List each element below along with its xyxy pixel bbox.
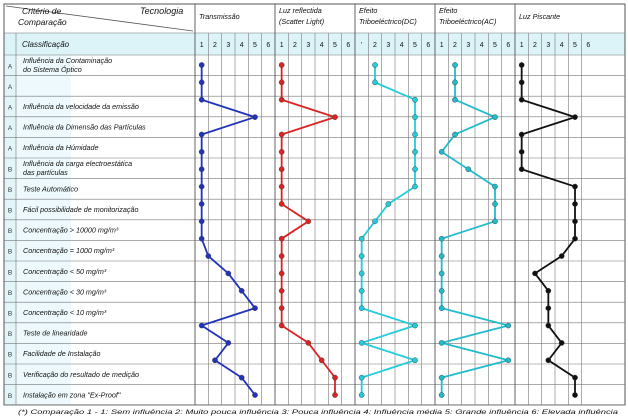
class-letter: B [7,248,13,256]
class-letter: B [7,166,13,174]
data-point [279,271,284,276]
criterion-label: Concentração < 30 mg/m³ [23,287,107,297]
data-point [239,288,244,293]
scale-number: 2 [533,42,537,49]
criterion-label: Influência da Húmidade [23,143,99,153]
data-point [279,323,284,328]
data-point [279,132,284,137]
data-point [572,184,577,189]
data-point [372,62,377,67]
scale-number: 5 [333,42,337,49]
data-point [519,167,524,172]
scale-number: 5 [253,42,257,49]
data-point [199,132,204,137]
data-point [199,184,204,189]
data-point [279,288,284,293]
data-point [252,306,257,311]
scale-number: 6 [266,42,271,49]
criterion-label: do Sistema Óptico [23,65,82,74]
scale-number: ' [360,42,363,49]
data-point [199,62,204,67]
data-point [412,115,417,120]
criterion-label: Concentração > 10000 mg/m³ [23,225,119,235]
criterion-label: Facilidade de Instalação [23,349,101,359]
data-point [439,375,444,380]
data-point [546,358,551,363]
criterion-label: Verificação do resultado de medição [23,369,139,379]
scale-number: 1 [199,42,204,49]
class-letter: B [7,331,13,339]
data-point [519,132,524,137]
data-point [199,236,204,241]
data-point [572,375,577,380]
technology-name: Triboeléctrico(DC) [359,17,417,26]
data-point [519,80,524,85]
scale-number: 6 [586,42,591,49]
data-point [279,236,284,241]
scale-number: 2 [293,42,297,49]
data-point [452,97,457,102]
data-point [372,219,377,224]
data-point [439,340,444,345]
class-letter: A [7,104,13,112]
class-letter: B [7,207,13,215]
data-point [359,306,364,311]
data-point [279,201,284,206]
technology-name: (Scatter Light) [279,17,325,26]
data-point [452,80,457,85]
data-point [199,149,204,154]
data-point [199,167,204,172]
data-point [279,253,284,258]
scale-number: 2 [453,42,457,49]
scale-number: 3 [466,42,471,49]
data-point [559,253,564,258]
criterion-label: das partículas [23,168,68,177]
data-point [359,271,364,276]
criteria-header-line1: Critério de [22,6,62,16]
data-point [199,201,204,206]
technology-header: Tecnologia [140,6,184,16]
scale-number: 2 [373,42,377,49]
criteria-header-line2: Comparação [18,17,67,27]
data-point [279,149,284,154]
criterion-label: Concentração = 1000 mg/m³ [23,246,115,256]
data-point [212,358,217,363]
criterion-label: Teste de linearidade [23,328,88,338]
data-point [199,97,204,102]
class-letter: A [7,125,13,133]
data-point [359,236,364,241]
data-point [546,306,551,311]
technology-name: Transmissão [199,12,240,21]
data-point [199,80,204,85]
classification-header: Classificação [22,40,70,49]
data-point [439,271,444,276]
data-point [452,132,457,137]
data-point [572,236,577,241]
scale-number: 6 [346,42,351,49]
technology-name: Luz reflectida [279,6,322,15]
data-point [519,97,524,102]
scale-number: 3 [306,42,311,49]
class-letter: A [7,145,13,153]
data-point [412,132,417,137]
class-letter: B [7,186,13,194]
data-point [439,236,444,241]
scale-number: 1 [519,42,524,49]
data-point [546,323,551,328]
data-point [332,375,337,380]
data-point [412,97,417,102]
footer-legend: (*) Comparação 1 - 1: Sem influência 2: Muito pouca influência 3: Pouca influência 4: Influência média 5: Grande influência 6: Elevada influência [18,410,620,416]
data-point [359,392,364,397]
scale-number: 6 [426,42,431,49]
data-point [279,167,284,172]
data-point [199,219,204,224]
data-point [359,375,364,380]
data-point [439,306,444,311]
class-letter: B [7,392,13,400]
data-point [452,62,457,67]
data-point [572,115,577,120]
data-point [439,149,444,154]
data-point [279,184,284,189]
data-point [226,271,231,276]
scale-number: 4 [239,42,244,49]
scale-number: 1 [279,42,284,49]
scale-number: 6 [506,42,511,49]
data-point [466,167,471,172]
data-point [239,375,244,380]
data-point [332,115,337,120]
data-point [226,340,231,345]
technology-name: Efeito [439,6,458,15]
data-point [319,358,324,363]
data-point [412,323,417,328]
criterion-label: Concentração < 10 mg/m³ [23,308,107,317]
scale-number: 5 [573,42,577,49]
criterion-label: Influência da Contaminação [23,56,113,65]
data-point [572,392,577,397]
technology-name: Efeito [359,6,378,15]
scale-number: 3 [546,42,551,49]
data-point [306,340,311,345]
data-point [372,80,377,85]
data-point [492,115,497,120]
class-letter: B [7,310,13,318]
data-point [252,115,257,120]
data-point [572,201,577,206]
criterion-label: Teste Automático [23,184,78,194]
data-point [332,392,337,397]
scale-number: 4 [319,42,324,49]
data-point [412,167,417,172]
data-point [439,392,444,397]
data-point [412,184,417,189]
class-letter: B [7,372,13,380]
class-letter: B [7,269,13,277]
class-letter: B [7,351,13,359]
scale-number: 5 [413,42,417,49]
data-point [306,219,311,224]
scale-number: 3 [226,42,231,49]
data-point [439,288,444,293]
class-letter: B [7,228,13,236]
scale-header-bg [4,33,625,55]
criterion-label: Concentração < 50 mg/m³ [23,266,107,276]
criterion-shade [16,76,71,97]
criterion-label: Instalação em zona "Ex-Proof" [23,390,121,400]
data-point [279,97,284,102]
criterion-label: Influência da velocidade da emissão [23,102,139,111]
criterion-label: Fácil possibilidade de monitorização [23,205,139,214]
data-point [386,201,391,206]
data-point [206,253,211,258]
scale-number: 3 [386,42,391,49]
scale-number: 4 [559,42,564,49]
data-point [359,340,364,345]
data-point [506,323,511,328]
data-point [412,149,417,154]
class-letter: B [7,289,13,297]
data-point [572,219,577,224]
scale-number: 4 [479,42,484,49]
data-point [412,358,417,363]
data-point [279,306,284,311]
scale-number: 4 [399,42,404,49]
scale-number: 2 [213,42,217,49]
data-point [546,288,551,293]
data-point [559,340,564,345]
data-point [279,80,284,85]
class-letter: A [7,63,13,71]
scale-number: 1 [439,42,444,49]
data-point [439,253,444,258]
data-point [359,253,364,258]
class-letter: A [7,83,13,91]
data-point [506,358,511,363]
data-point [532,271,537,276]
criterion-label: Influência da carga electroestática [23,159,133,168]
data-point [492,184,497,189]
technology-name: Triboeléctrico(AC) [439,17,497,26]
data-point [519,149,524,154]
data-point [252,392,257,397]
data-point [359,288,364,293]
data-point [492,219,497,224]
data-point [492,201,497,206]
technology-name: Luz Piscante [519,12,561,21]
data-point [279,62,284,67]
scale-number: 5 [493,42,497,49]
data-point [199,323,204,328]
criterion-label: Influência da Dimensão das Partículas [23,122,146,132]
data-point [519,62,524,67]
